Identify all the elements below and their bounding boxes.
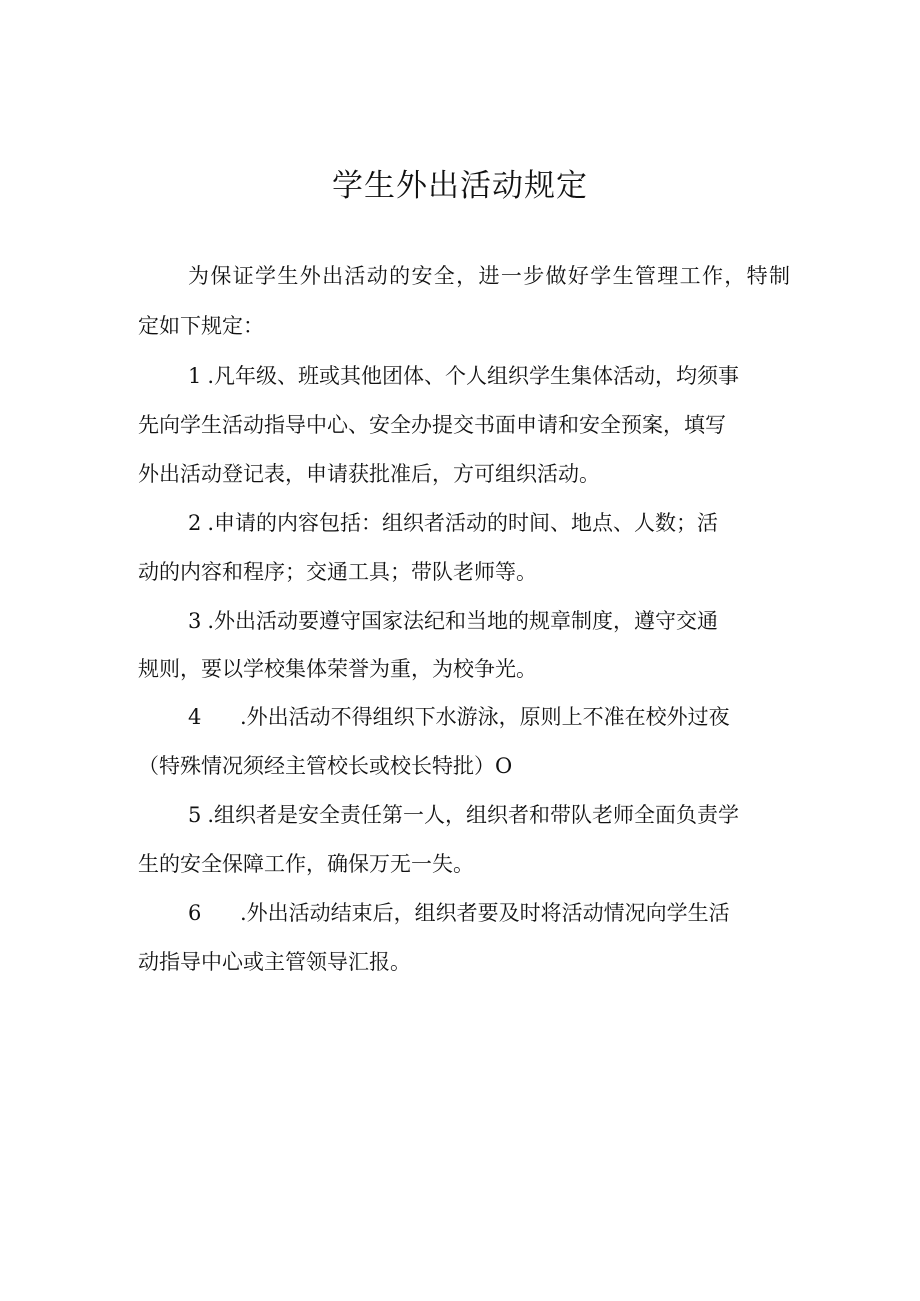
item-1-text: .凡年级、班或其他团体、个人组织学生集体活动，均须事 [207, 364, 740, 388]
item-3-text: .外出活动要遵守国家法纪和当地的规章制度，遵守交通 [207, 609, 719, 633]
item-4-line-1 [188, 702, 730, 732]
item-1-number: 1 [188, 364, 202, 388]
item-5-line-2: 生的安全保障工作，确保万无一失。 [138, 852, 474, 876]
item-1-line-3: 外出活动登记表，申请获批准后，方可组织活动。 [138, 462, 600, 486]
item-6-text: .外出活动结束后，组织者要及时将活动情况向学生活 [240, 901, 730, 925]
item-4-text: .外出活动不得组织下水游泳，原则上不准在校外过夜 [240, 705, 730, 729]
item-5-number: 5 [188, 803, 202, 827]
item-3-line-1 [188, 606, 718, 636]
item-5-text: .组织者是安全责任第一人，组织者和带队老师全面负责学 [207, 803, 740, 827]
item-6-line-2: 动指导中心或主管领导汇报。 [138, 950, 411, 974]
intro-line-2: 定如下规定： [138, 314, 264, 338]
item-3-number: 3 [188, 609, 202, 633]
item-1-line-2: 先向学生活动指导中心、安全办提交书面申请和安全预案，填写 [138, 413, 726, 437]
document-title: 学生外出活动规定 [332, 168, 588, 204]
item-6-number: 6 [188, 901, 202, 925]
item-6-line-1 [188, 898, 730, 928]
item-3-line-2: 规则，要以学校集体荣誉为重，为校争光。 [138, 657, 537, 681]
item-4-number: 4 [188, 705, 202, 729]
item-1-line-1 [188, 361, 739, 391]
item-2-line-2: 动的内容和程序；交通工具；带队老师等。 [138, 560, 537, 584]
item-4-line-2: （特殊情况须经主管校长或校长特批）O [138, 754, 513, 778]
item-2-number: 2 [188, 511, 202, 535]
item-2-text: .申请的内容包括：组织者活动的时间、地点、人数；活 [207, 511, 719, 535]
item-5-line-1 [188, 800, 739, 830]
intro-line-1: 为保证学生外出活动的安全，进一步做好学生管理工作，特制 [188, 264, 790, 288]
item-2-line-1 [188, 508, 718, 538]
